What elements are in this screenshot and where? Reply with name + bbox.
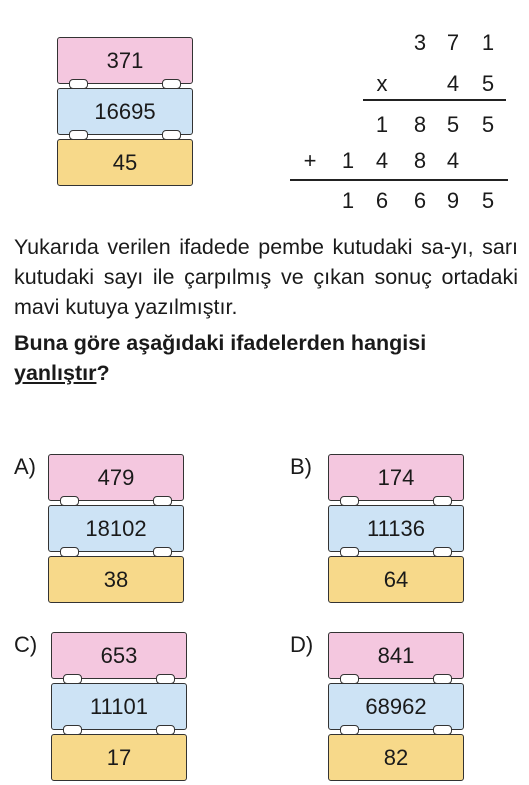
option-b-label[interactable]: B) [290,454,312,479]
hinge-icon [340,547,359,557]
hinge-icon [433,674,452,684]
yellow-box: 82 [328,734,464,781]
pink-box: 371 [57,37,193,84]
description-paragraph: Yukarıda verilen ifadede pembe kutudaki sa-yı, sarı kutudaki sayı ile çarpılmış ve çıkan sonuç ortadaki mavi kutuya yazılmıştır. [14,235,518,319]
hinge-icon [69,130,88,140]
question-mark: ? [96,361,110,385]
blue-box: 18102 [48,505,184,552]
hinge-icon [153,496,172,506]
divider-line [290,179,508,181]
pink-box: 174 [328,454,464,501]
hinge-icon [162,79,181,89]
blue-box: 11136 [328,505,464,552]
pink-box: 479 [48,454,184,501]
digit: 7 [446,30,460,55]
yellow-box: 45 [57,139,193,186]
option-a-label[interactable]: A) [14,454,36,479]
yellow-box: 64 [328,556,464,603]
digit: 8 [413,112,427,137]
digit: 5 [446,112,460,137]
hinge-icon [433,725,452,735]
hinge-icon [156,725,175,735]
pink-box: 841 [328,632,464,679]
digit: 6 [413,188,427,213]
digit: 1 [481,30,495,55]
hinge-icon [156,674,175,684]
divider-line [363,99,506,101]
pink-box: 653 [51,632,187,679]
digit: 1 [341,148,355,173]
operator-plus: + [303,148,317,173]
question-text [14,328,524,388]
blue-box: 16695 [57,88,193,135]
digit: 1 [341,188,355,213]
hinge-icon [433,547,452,557]
hinge-icon [69,79,88,89]
hinge-icon [60,496,79,506]
digit: 1 [375,112,389,137]
option-d-label[interactable]: D) [290,632,314,657]
digit: 8 [413,148,427,173]
blue-box: 68962 [328,683,464,730]
multiplication-calculation [290,30,510,213]
hinge-icon [63,725,82,735]
option-c-label[interactable]: C) [14,632,38,657]
blue-box: 11101 [51,683,187,730]
digit: 5 [481,71,495,96]
digit: 4 [446,148,460,173]
digit: 5 [481,188,495,213]
yellow-box: 17 [51,734,187,781]
digit: 5 [481,112,495,137]
question-main: Buna göre aşağıdaki ifadelerden hangisi [14,331,427,355]
hinge-icon [63,674,82,684]
yellow-box: 38 [48,556,184,603]
digit: 4 [446,71,460,96]
hinge-icon [162,130,181,140]
hinge-icon [340,725,359,735]
hinge-icon [60,547,79,557]
hinge-icon [433,496,452,506]
hinge-icon [340,496,359,506]
hinge-icon [153,547,172,557]
digit: 6 [375,188,389,213]
question-underlined: yanlıştır [14,361,97,385]
digit: 9 [446,188,460,213]
operator-multiply: x [376,71,388,96]
hinge-icon [340,674,359,684]
digit: 4 [375,148,389,173]
digit: 3 [413,30,427,55]
